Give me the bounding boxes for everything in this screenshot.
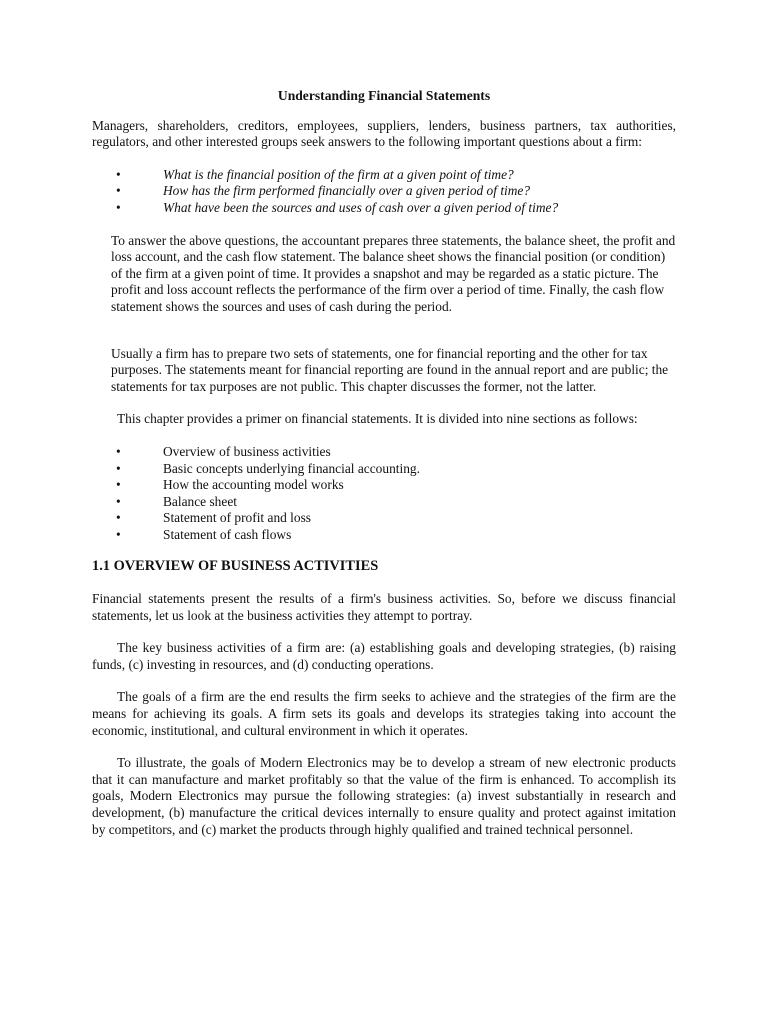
bullet-icon: • xyxy=(116,493,121,509)
list-item: • How the accounting model works xyxy=(116,477,344,493)
chapter-paragraph: This chapter provides a primer on financial statements. It is divided into nine sections as follows: xyxy=(117,411,638,427)
bullet-icon: • xyxy=(116,460,121,476)
answer-paragraph: To answer the above questions, the accountant prepares three statements, the balance sheet, the profit and loss account, and the cash flow statement. The balance sheet shows the financial position (or condition) of the firm at a given point of time. It provides a snapshot and may be regarded as a static picture. The profit and loss account reflects the performance of the firm over a period of time. Finally, the cash flow statement shows the sources and uses of cash during the period. xyxy=(111,232,676,314)
bullet-icon: • xyxy=(116,199,121,215)
list-item: • How has the firm performed financially over a given period of time? xyxy=(116,183,531,199)
illustration-paragraph: To illustrate, the goals of Modern Electronics may be to develop a stream of new electronic products that it can manufacture and market profitably so that the value of the firm is enhanced. To accomplish its goals, Modern Electronics may pursue the following strategies: (a) invest substantially in research and development, (b) manufacture the critical devices internally to ensure quality and protect against imitation by competitors, and (c) market the products through highly qualified and trained technical personnel. xyxy=(92,755,676,837)
sections-list xyxy=(92,444,676,544)
list-item: • What is the financial position of the firm at a given point of time? xyxy=(116,166,514,182)
section-heading: 1.1 OVERVIEW OF BUSINESS ACTIVITIES xyxy=(92,558,379,575)
document-page xyxy=(92,88,676,838)
bullet-icon: • xyxy=(116,166,121,182)
bullet-icon: • xyxy=(116,510,121,526)
key-activities-paragraph: The key business activities of a firm are: (a) establishing goals and developing strategies, (b) raising funds, (c) investing in resources, and (d) conducting operations. xyxy=(92,640,676,672)
list-item: • Statement of cash flows xyxy=(116,526,292,542)
bullet-icon: • xyxy=(116,183,121,199)
financial-statements-paragraph: Financial statements present the results of a firm's business activities. So, before we discuss financial statements, let us look at the business activities they attempt to portray. xyxy=(92,591,676,623)
list-item: • Basic concepts underlying financial accounting. xyxy=(116,460,420,476)
list-item: • What have been the sources and uses of cash over a given period of time? xyxy=(116,199,559,215)
intro-paragraph: Managers, shareholders, creditors, employees, suppliers, lenders, business partners, tax authorities, regulators, and other interested groups seek answers to the following important questions about a firm: xyxy=(92,117,676,150)
questions-list xyxy=(92,167,676,217)
list-item: • Overview of business activities xyxy=(116,443,331,459)
goals-paragraph: The goals of a firm are the end results the firm seeks to achieve and the strategies of the firm are the means for achieving its goals. A firm sets its goals and develops its strategies taking into account the economic, institutional, and cultural environment in which it operates. xyxy=(92,689,676,738)
list-item: • Balance sheet xyxy=(116,493,237,509)
document-title: Understanding Financial Statements xyxy=(277,88,491,103)
statement-sets-paragraph: Usually a firm has to prepare two sets of statements, one for financial reporting and the other for tax purposes. The statements meant for financial reporting are found in the annual report and are public; the statements for tax purposes are not public. This chapter discusses the former, not the latter. xyxy=(111,345,669,394)
bullet-icon: • xyxy=(116,443,121,459)
bullet-icon: • xyxy=(116,477,121,493)
bullet-icon: • xyxy=(116,526,121,542)
list-item: • Statement of profit and loss xyxy=(116,510,312,526)
